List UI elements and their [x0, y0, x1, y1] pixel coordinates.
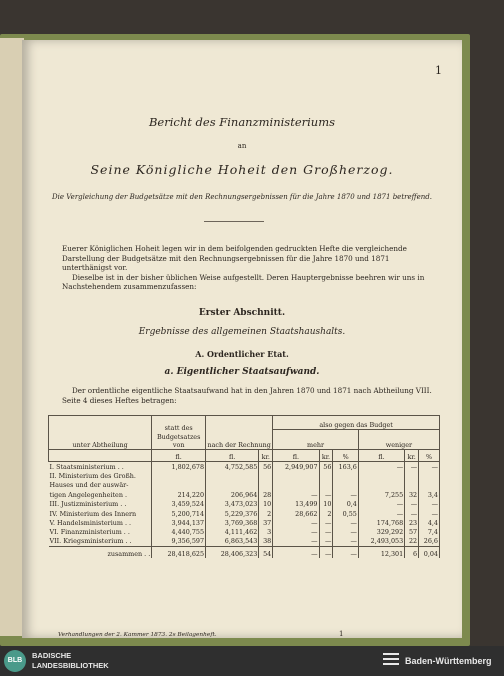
cell-wen-kr: 57: [405, 527, 419, 536]
cell-rech-fl: 3,769,368: [206, 518, 259, 527]
cell-wen-fl: —: [358, 499, 404, 508]
subtitle: Die Vergleichung der Budgetsätze mit den Rechnungsergebnissen für die Jahre 1870 und 1871 betreffend.: [52, 193, 432, 201]
cell-budget: 1,802,678: [152, 462, 206, 471]
bw-brand[interactable]: Baden-Württemberg: [405, 656, 492, 666]
total-mehr-kr: —: [319, 546, 333, 558]
cell-wen-pct: —: [419, 508, 440, 517]
cell-rech-fl: 4,111,462: [206, 527, 259, 536]
bw-lion-icon: [381, 650, 401, 670]
row-label: I. Staatsministerium . .: [49, 462, 152, 471]
cell-rech-kr: 10: [259, 499, 273, 508]
cell-rech-kr: 28: [259, 490, 273, 499]
cell-rech-kr: 2: [259, 508, 273, 517]
unit-pct: %: [333, 450, 358, 462]
addressee: Seine Königliche Hoheit den Großherzog.: [90, 162, 394, 177]
cell-mehr-pct: 163,6: [333, 462, 358, 471]
table-total-row: [49, 546, 440, 558]
total-mehr-pct: —: [333, 546, 358, 558]
section-heading-4: a. Eigentlicher Staatsaufwand.: [164, 367, 320, 377]
unit-kr: kr.: [405, 450, 419, 462]
cell-mehr-kr: —: [319, 537, 333, 546]
cell-budget: 4,440,755: [152, 527, 206, 536]
cell-mehr-pct: —: [333, 518, 358, 527]
cell-mehr-kr: —: [319, 490, 333, 499]
cell-rech-fl: 5,229,376: [206, 508, 259, 517]
cell-rech-kr: [259, 480, 273, 489]
cell-wen-pct: —: [419, 499, 440, 508]
table-row: [49, 508, 440, 517]
cell-mehr-pct: —: [333, 490, 358, 499]
row-label: IV. Ministerium des Innern: [49, 508, 152, 517]
intro-text: Euerer Königlichen Hoheit legen wir in dem beifolgenden gedruckten Hefte die vergleichende Darstellung der Budgetsätze mit den Rechnungsergebnissen für die Jahre 1870 und 1871 unterthänigst vor.: [62, 244, 407, 272]
total-wen-fl: 12,301: [358, 546, 404, 558]
header-mehr: mehr: [273, 430, 359, 450]
budget-table: [48, 415, 440, 558]
row-label: tigen Angelegenheiten .: [49, 490, 152, 499]
cell-budget: [152, 480, 206, 489]
total-label: zusammen . .: [49, 546, 152, 558]
row-label: III. Justizministerium . .: [49, 499, 152, 508]
cell-wen-pct: 3,4: [419, 490, 440, 499]
header-weniger: weniger: [358, 430, 439, 450]
cell-mehr-kr: [319, 480, 333, 489]
cell-wen-fl: [358, 471, 404, 480]
table-row: [49, 537, 440, 546]
cell-budget: 3,459,524: [152, 499, 206, 508]
header-rechnung: nach der Rechnung: [206, 416, 273, 450]
cell-mehr-kr: 2: [319, 508, 333, 517]
cell-mehr-kr: 56: [319, 462, 333, 471]
cell-wen-pct: 7,4: [419, 527, 440, 536]
section-heading-2: Ergebnisse des allgemeinen Staatshaushalts.: [138, 327, 346, 337]
cell-rech-fl: [206, 471, 259, 480]
cell-wen-kr: 23: [405, 518, 419, 527]
cell-rech-kr: 38: [259, 537, 273, 546]
cell-rech-fl: [206, 480, 259, 489]
intro-paragraph: [62, 244, 436, 292]
total-wen-kr: 6: [405, 546, 419, 558]
blb-logo[interactable]: BLB: [4, 650, 26, 672]
cell-wen-fl: 174,768: [358, 518, 404, 527]
table-row: [49, 480, 440, 489]
cell-wen-pct: [419, 471, 440, 480]
signature-mark: 1: [339, 630, 344, 638]
row-label: VII. Kriegsministerium . .: [49, 537, 152, 546]
row-label: II. Ministerium des Großh.: [49, 471, 152, 480]
cell-mehr-pct: 0,4: [333, 499, 358, 508]
cell-mehr-pct: 0,55: [333, 508, 358, 517]
unit-kr: kr.: [259, 450, 273, 462]
unit-kr: kr.: [319, 450, 333, 462]
cell-wen-kr: —: [405, 462, 419, 471]
cell-budget: 9,356,597: [152, 537, 206, 546]
cell-mehr-pct: —: [333, 527, 358, 536]
page-number: 1: [435, 64, 442, 77]
total-mehr-fl: —: [273, 546, 319, 558]
cell-wen-pct: 26,6: [419, 537, 440, 546]
table-row: [49, 499, 440, 508]
cell-mehr-fl: —: [273, 490, 319, 499]
cell-wen-fl: 7,255: [358, 490, 404, 499]
table-intro: Der ordentliche eigentliche Staatsaufwand hat in den Jahren 1870 und 1871 nach Abtheilung VIII. Seite 4 dieses Heftes betragen:: [62, 386, 432, 405]
cell-wen-pct: —: [419, 462, 440, 471]
header-also: also gegen das Budget: [273, 416, 440, 430]
cell-wen-kr: 32: [405, 490, 419, 499]
cell-mehr-fl: —: [273, 518, 319, 527]
total-wen-pct: 0,04: [419, 546, 440, 558]
cell-mehr-fl: 28,662: [273, 508, 319, 517]
cell-mehr-fl: [273, 480, 319, 489]
cell-budget: [152, 471, 206, 480]
cell-mehr-kr: —: [319, 518, 333, 527]
cell-mehr-kr: [319, 471, 333, 480]
library-line-2: LANDESBIBLIOTHEK: [32, 661, 109, 670]
cell-rech-kr: [259, 471, 273, 480]
cell-budget: 214,220: [152, 490, 206, 499]
row-label: Hauses und der auswär-: [49, 480, 152, 489]
cell-mehr-pct: [333, 480, 358, 489]
library-line-1: BADISCHE: [32, 651, 72, 660]
document-page: [22, 40, 462, 638]
unit-fl: fl.: [206, 450, 259, 462]
cell-budget: 3,944,137: [152, 518, 206, 527]
divider: [204, 221, 264, 222]
unit-fl: fl.: [358, 450, 404, 462]
cell-mehr-fl: [273, 471, 319, 480]
section-heading-1: Erster Abschnitt.: [198, 308, 286, 318]
cell-mehr-kr: —: [319, 527, 333, 536]
table-row: [49, 462, 440, 471]
cell-mehr-fl: 2,949,907: [273, 462, 319, 471]
cell-mehr-fl: —: [273, 537, 319, 546]
cell-rech-fl: 3,473,023: [206, 499, 259, 508]
cell-mehr-fl: 13,499: [273, 499, 319, 508]
table-row: [49, 527, 440, 536]
table-row: [49, 471, 440, 480]
cell-rech-fl: 206,964: [206, 490, 259, 499]
unit-fl: fl.: [152, 450, 206, 462]
cell-rech-kr: 3: [259, 527, 273, 536]
total-rech-kr: 54: [259, 546, 273, 558]
cell-wen-kr: [405, 471, 419, 480]
row-label: V. Handelsministerium . .: [49, 518, 152, 527]
cell-wen-kr: —: [405, 508, 419, 517]
an-line: an: [237, 142, 247, 150]
cell-mehr-pct: [333, 471, 358, 480]
cell-wen-kr: [405, 480, 419, 489]
header-abtheilung: unter Abtheilung: [49, 416, 152, 450]
left-page-edge: [0, 38, 24, 636]
cell-wen-kr: —: [405, 499, 419, 508]
cell-wen-fl: —: [358, 462, 404, 471]
cell-wen-fl: [358, 480, 404, 489]
cell-wen-fl: 2,493,053: [358, 537, 404, 546]
table-row: [49, 518, 440, 527]
cell-mehr-pct: —: [333, 537, 358, 546]
cell-wen-pct: 4,4: [419, 518, 440, 527]
cell-rech-fl: 6,863,543: [206, 537, 259, 546]
cell-rech-kr: 56: [259, 462, 273, 471]
table-body: [49, 462, 440, 547]
section-heading-3: A. Ordentlicher Etat.: [195, 349, 289, 359]
cell-wen-kr: 22: [405, 537, 419, 546]
footer-note: Verhandlungen der 2. Kammer 1873. 2s Beilagenheft.: [58, 632, 217, 638]
cell-budget: 5,200,714: [152, 508, 206, 517]
cell-wen-pct: [419, 480, 440, 489]
cell-rech-fl: 4,752,585: [206, 462, 259, 471]
table-row: [49, 490, 440, 499]
row-label: VI. Finanzministerium . .: [49, 527, 152, 536]
total-budget: 28,418,625: [152, 546, 206, 558]
intro-text-2: Dieselbe ist in der bisher üblichen Weise aufgestellt. Deren Hauptergebnisse beehren wir uns in Nachstehendem zusammenzufassen:: [62, 272, 425, 291]
cell-mehr-kr: 10: [319, 499, 333, 508]
library-name[interactable]: [32, 651, 109, 671]
unit-fl: fl.: [273, 450, 319, 462]
report-title: Bericht des Finanzministeriums: [148, 115, 336, 129]
cell-wen-fl: —: [358, 508, 404, 517]
cell-mehr-fl: —: [273, 527, 319, 536]
unit-pct: %: [419, 450, 440, 462]
total-rech-fl: 28,406,323: [206, 546, 259, 558]
header-budget: statt des Budgetsatzes von: [152, 416, 206, 450]
cell-wen-fl: 329,292: [358, 527, 404, 536]
cell-rech-kr: 37: [259, 518, 273, 527]
